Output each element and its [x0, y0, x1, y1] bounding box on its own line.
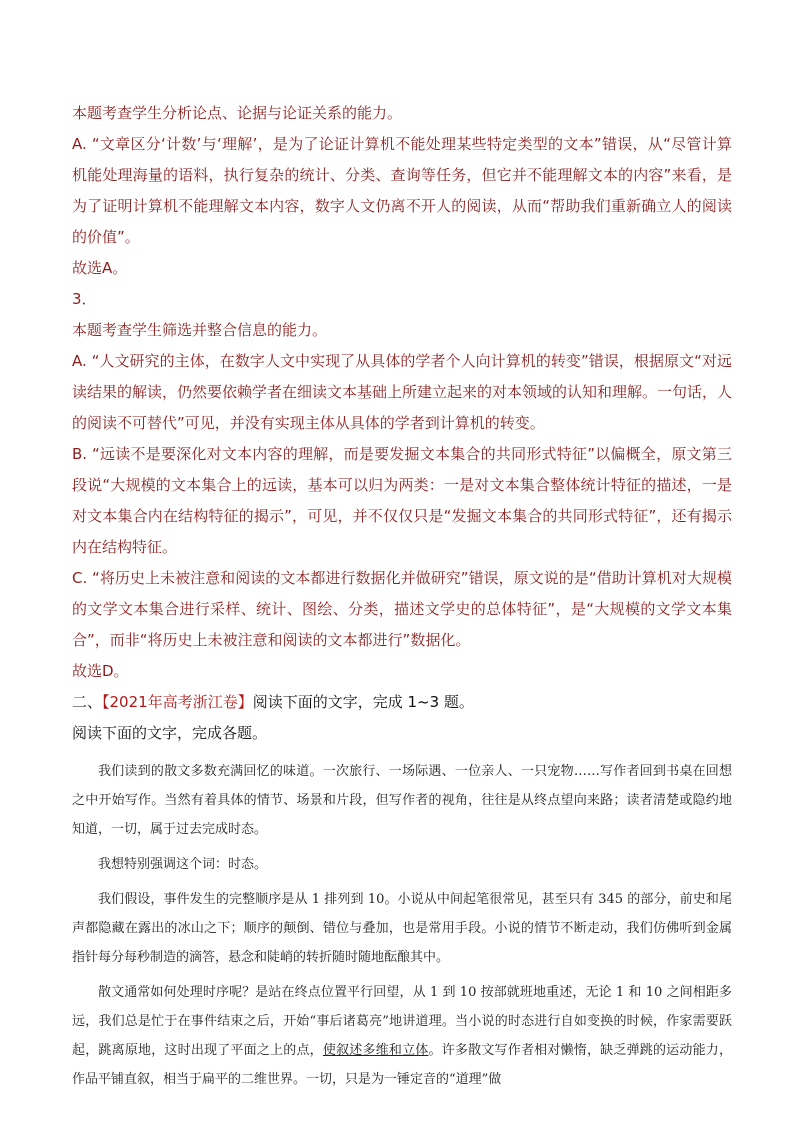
answer-explanations [72, 98, 732, 1100]
answer-paragraph: A. “人文研究的主体，在数字人文中实现了从具体的学者个人向计算机的转变”错误，根据原文“对远读结果的解读，仍然要依赖学者在细读文本基础上所建立起来的对本领域的认知和理解。一句话，人的阅读不可替代”可见，并没有实现主体从具体的学者到计算机的转变。 [72, 352, 733, 432]
exam-tag: 【2021年高考浙江卷】 [102, 693, 253, 711]
passage-text: 散文通常如何处理时序呢？是站在终点位置平行回望，从 1 到 10 按部就班地重述，无论 1 和 10 之间相距多远，我们总是忙于在事件结束之后，开始“事后诸葛亮”地讲道理。当小说的时态进行自如变换的时候，作家需要跃起，跳离原地，这时出现了平面之上的点， [72, 985, 732, 1058]
answer-line: 本题考查学生分析论点、论据与论证关系的能力。 [72, 104, 403, 122]
passage-text: 。许多散文写作者相对懒惰，缺乏弹跳的运动能力，作品平铺直叙，相当于扁平的二维世界。一切，只是为一锤定音的“道理”做 [72, 1043, 732, 1087]
passage-paragraph [72, 978, 732, 1094]
answer-paragraph: B. “远读不是要深化对文本内容的理解，而是要发掘文本集合的共同形式特征”以偏概全，原文第三段说“大规模的文本集合上的远读，基本可以归为两类：一是对文本集合整体统计特征的描述，一是对文本集合内在结构特征的揭示”，可见，并不仅仅只是“发掘文本集合的共同形式特征”，还有揭示内在结构特征。 [72, 445, 732, 556]
passage-paragraph: 我想特别强调这个词：时态。 [98, 857, 268, 872]
passage-paragraph: 我们读到的散文多数充满回忆的味道。一次旅行、一场际遇、一位亲人、一只宠物……写作者回到书桌在回想之中开始写作。当然有着具体的情节、场景和片段，但写作者的视角，往往是从终点望向来路；读者清楚或隐约地知道，一切，属于过去完成时态。 [72, 764, 732, 837]
section-instruction: 阅读下面的文字，完成 1~3 题。 [252, 693, 474, 711]
reading-passage [72, 757, 732, 1094]
answer-line: 故选D。 [72, 662, 129, 680]
section-prefix: 二、 [72, 693, 103, 711]
answer-paragraph: C. “将历史上未被注意和阅读的文本都进行数据化并做研究”错误，原文说的是“借助计算机对大规模的文学文本集合进行采样、统计、图绘、分类，描述文学史的总体特征”，是“大规模的文学文本集合”，而非“将历史上未被注意和阅读的文本都进行”数据化。 [72, 569, 732, 649]
question-number: 3． [72, 290, 97, 308]
section-heading [72, 687, 732, 718]
reading-instruction: 阅读下面的文字，完成各题。 [72, 724, 268, 742]
underlined-phrase: 使叙述多维和立体 [322, 1043, 429, 1058]
answer-paragraph: A. “文章区分‘计数’与‘理解’，是为了论证计算机不能处理某些特定类型的文本”错误，从“尽管计算机能处理海量的语料，执行复杂的统计、分类、查询等任务，但它并不能理解文本的内容”来看，是为了证明计算机不能理解文本内容，数字人文仍离不开人的阅读，从而“帮助我们重新确立人的阅读的价值”。 [72, 135, 732, 246]
passage-paragraph: 我们假设，事件发生的完整顺序是从 1 排列到 10。小说从中间起笔很常见，甚至只有 345 的部分，前史和尾声都隐藏在露出的冰山之下；顺序的颠倒、错位与叠加，也是常用手段。小说的情节不断走动，我们仿佛听到金属指针每分每秒制造的滴答，悬念和陡峭的转折随时随地酝酿其中。 [72, 892, 732, 965]
answer-line: 本题考查学生筛选并整合信息的能力。 [72, 321, 328, 339]
answer-line: 故选A。 [72, 259, 128, 277]
